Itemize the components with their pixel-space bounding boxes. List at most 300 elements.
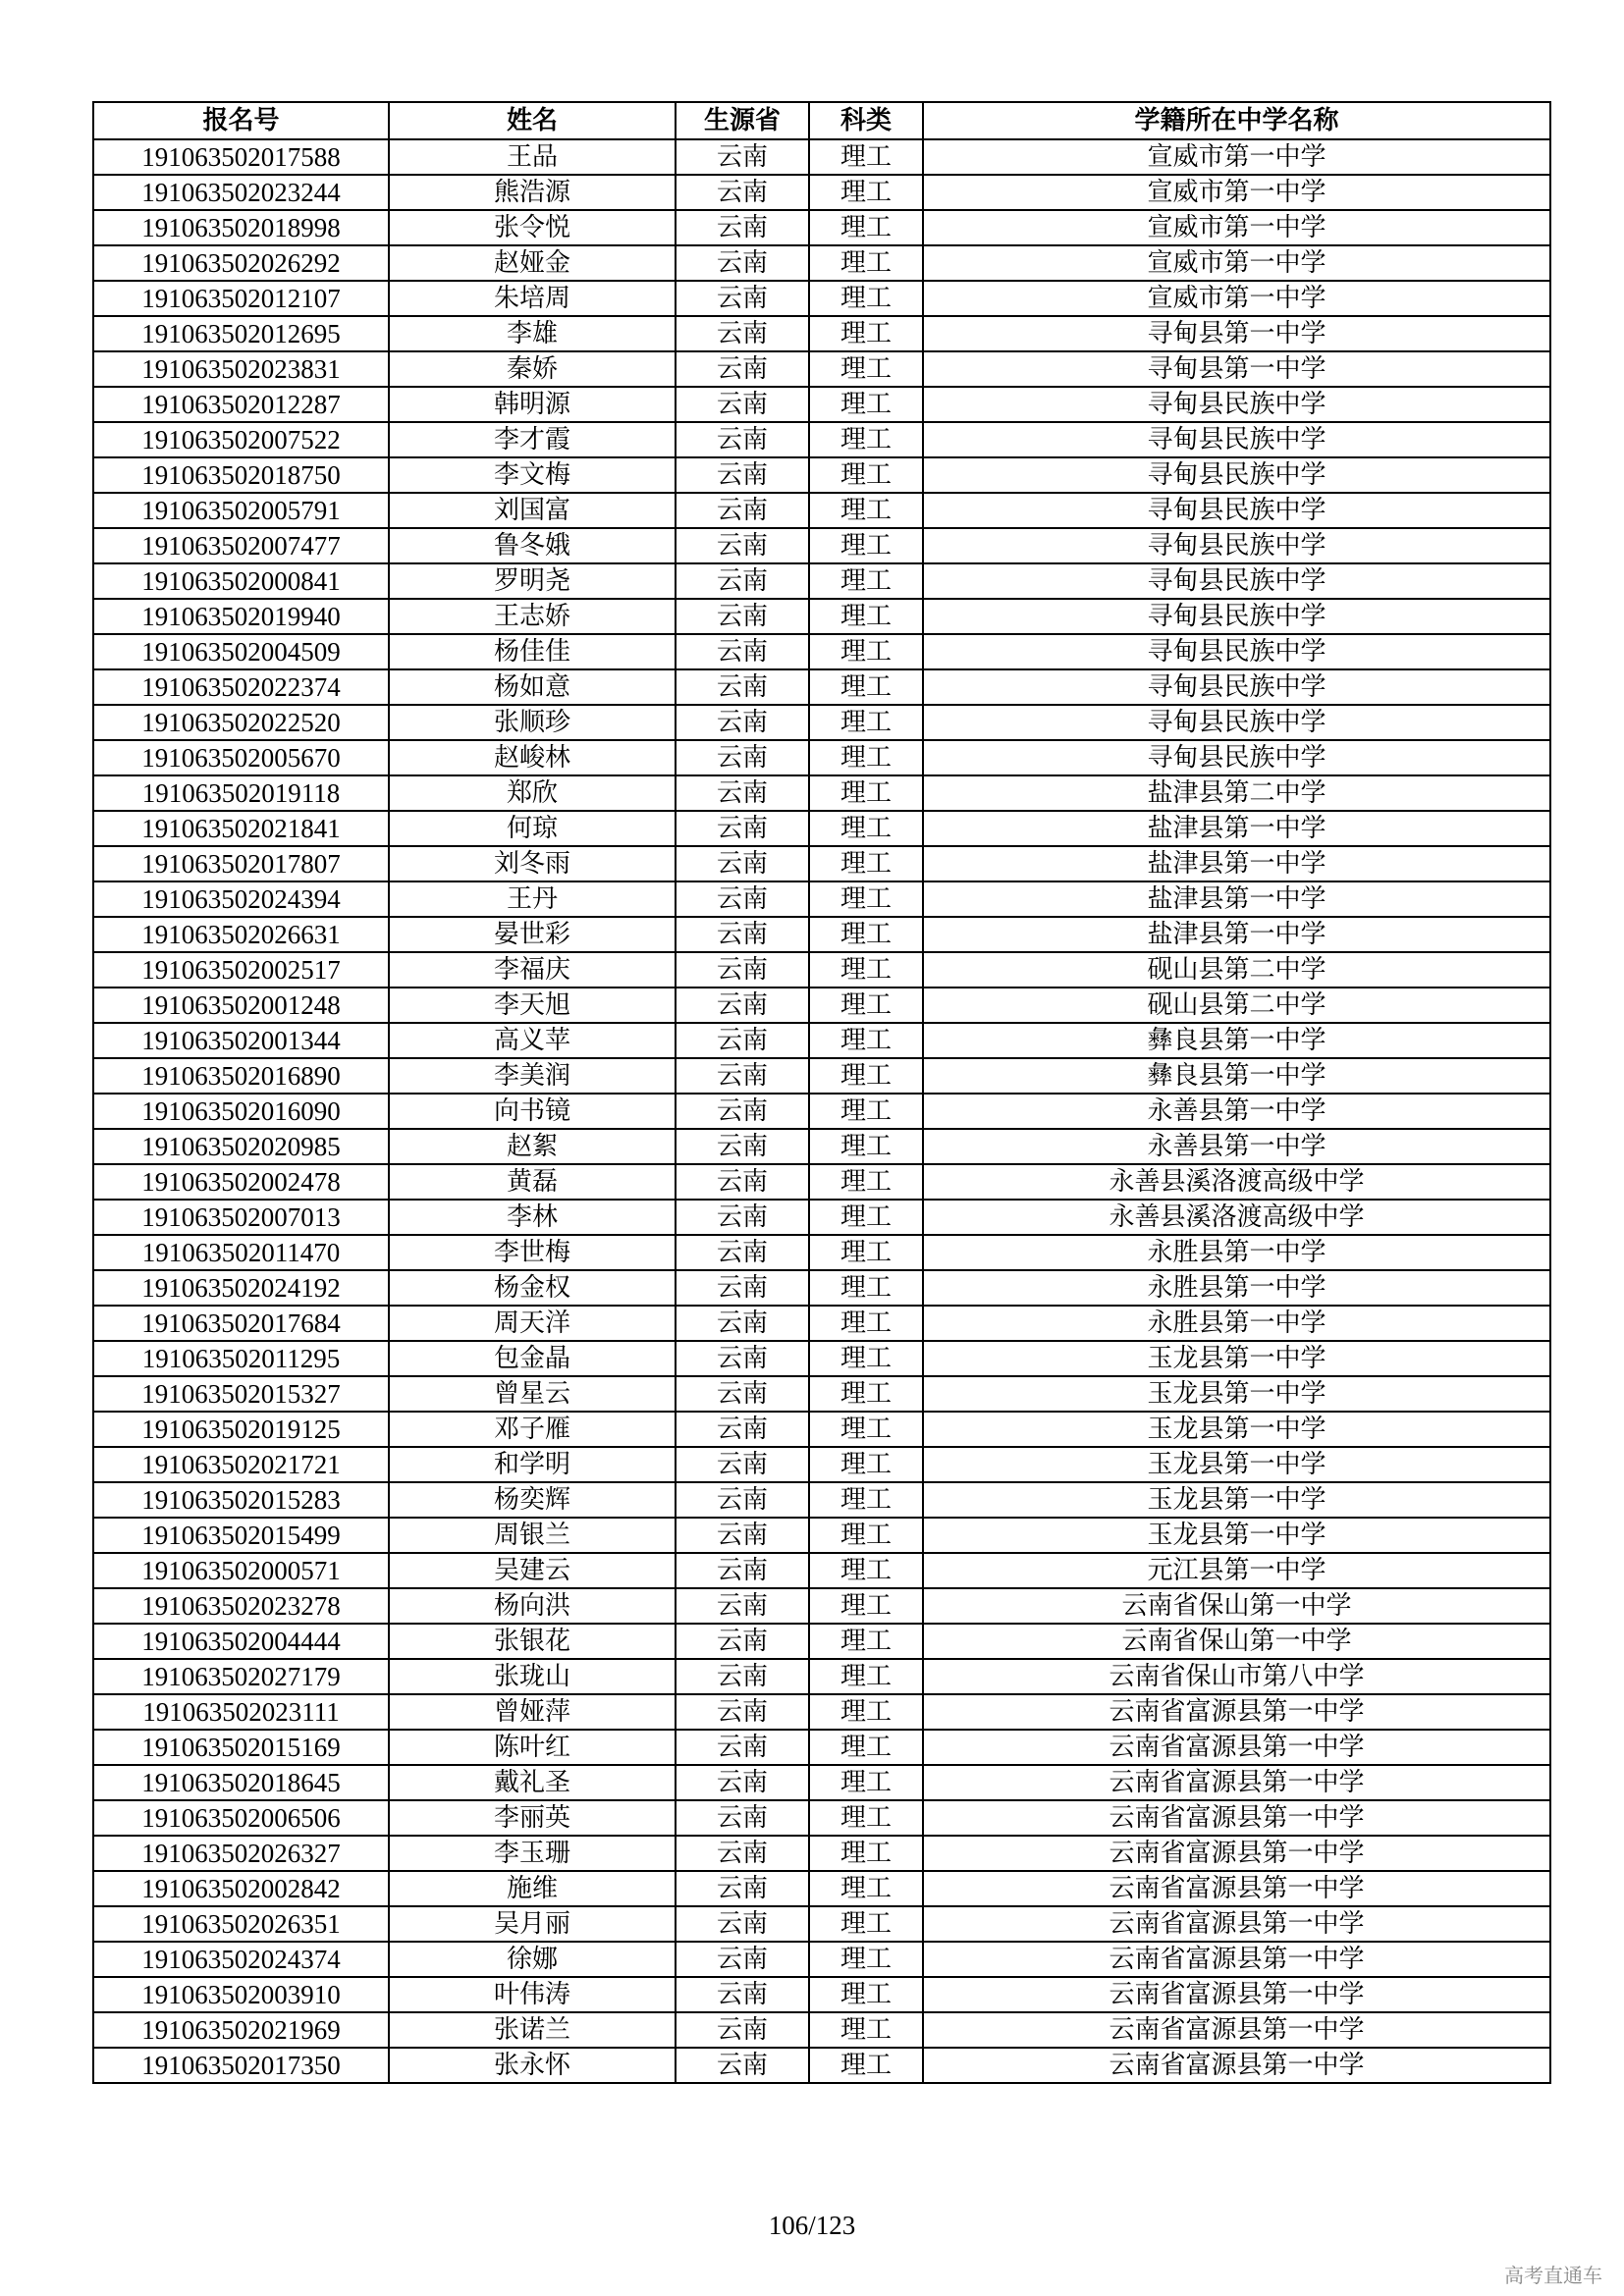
cell-subject-category: 理工 <box>809 1765 923 1800</box>
table-row <box>93 1482 1550 1518</box>
cell-province: 云南 <box>676 1553 809 1588</box>
cell-school-name: 寻甸县民族中学 <box>923 528 1550 563</box>
cell-subject-category: 理工 <box>809 740 923 775</box>
cell-registration-number: 191063502026292 <box>93 245 389 281</box>
cell-name: 徐娜 <box>389 1942 676 1977</box>
cell-registration-number: 191063502001248 <box>93 988 389 1023</box>
cell-province: 云南 <box>676 1164 809 1200</box>
cell-subject-category: 理工 <box>809 1023 923 1058</box>
cell-name: 张顺珍 <box>389 705 676 740</box>
cell-school-name: 宣威市第一中学 <box>923 245 1550 281</box>
cell-province: 云南 <box>676 740 809 775</box>
cell-school-name: 寻甸县民族中学 <box>923 563 1550 599</box>
cell-registration-number: 191063502020985 <box>93 1129 389 1164</box>
table-row <box>93 811 1550 846</box>
cell-registration-number: 191063502026631 <box>93 917 389 952</box>
cell-province: 云南 <box>676 634 809 669</box>
table-row <box>93 528 1550 563</box>
table-row <box>93 775 1550 811</box>
table-row <box>93 988 1550 1023</box>
cell-school-name: 玉龙县第一中学 <box>923 1482 1550 1518</box>
cell-school-name: 盐津县第二中学 <box>923 775 1550 811</box>
table-row <box>93 1659 1550 1694</box>
table-row <box>93 917 1550 952</box>
cell-school-name: 寻甸县民族中学 <box>923 422 1550 457</box>
cell-registration-number: 191063502017588 <box>93 139 389 175</box>
cell-subject-category: 理工 <box>809 1942 923 1977</box>
cell-province: 云南 <box>676 1447 809 1482</box>
cell-subject-category: 理工 <box>809 599 923 634</box>
cell-province: 云南 <box>676 881 809 917</box>
table-row <box>93 210 1550 245</box>
cell-name: 高义苹 <box>389 1023 676 1058</box>
cell-registration-number: 191063502005791 <box>93 493 389 528</box>
table-row <box>93 1306 1550 1341</box>
cell-subject-category: 理工 <box>809 1659 923 1694</box>
cell-subject-category: 理工 <box>809 1553 923 1588</box>
cell-subject-category: 理工 <box>809 669 923 705</box>
cell-subject-category: 理工 <box>809 1800 923 1836</box>
cell-registration-number: 191063502023111 <box>93 1694 389 1730</box>
table-row <box>93 2048 1550 2083</box>
table-row <box>93 457 1550 493</box>
cell-name: 何琼 <box>389 811 676 846</box>
cell-name: 王志娇 <box>389 599 676 634</box>
cell-province: 云南 <box>676 1977 809 2012</box>
cell-subject-category: 理工 <box>809 175 923 210</box>
table-row <box>93 493 1550 528</box>
cell-subject-category: 理工 <box>809 1906 923 1942</box>
header-name: 姓名 <box>389 102 676 139</box>
cell-registration-number: 191063502023244 <box>93 175 389 210</box>
cell-registration-number: 191063502027179 <box>93 1659 389 1694</box>
cell-subject-category: 理工 <box>809 1341 923 1376</box>
table-row <box>93 1977 1550 2012</box>
table-row <box>93 599 1550 634</box>
cell-province: 云南 <box>676 1482 809 1518</box>
cell-province: 云南 <box>676 1659 809 1694</box>
cell-province: 云南 <box>676 351 809 387</box>
cell-province: 云南 <box>676 1871 809 1906</box>
table-row <box>93 1412 1550 1447</box>
cell-province: 云南 <box>676 1129 809 1164</box>
cell-province: 云南 <box>676 422 809 457</box>
cell-province: 云南 <box>676 1200 809 1235</box>
cell-subject-category: 理工 <box>809 1836 923 1871</box>
cell-province: 云南 <box>676 457 809 493</box>
cell-school-name: 云南省富源县第一中学 <box>923 1694 1550 1730</box>
cell-subject-category: 理工 <box>809 2012 923 2048</box>
cell-province: 云南 <box>676 2048 809 2083</box>
cell-school-name: 云南省保山市第八中学 <box>923 1659 1550 1694</box>
table-body <box>93 139 1550 2083</box>
cell-name: 杨向洪 <box>389 1588 676 1624</box>
cell-name: 包金晶 <box>389 1341 676 1376</box>
cell-school-name: 寻甸县民族中学 <box>923 599 1550 634</box>
cell-subject-category: 理工 <box>809 1482 923 1518</box>
cell-school-name: 砚山县第二中学 <box>923 952 1550 988</box>
cell-school-name: 玉龙县第一中学 <box>923 1341 1550 1376</box>
cell-subject-category: 理工 <box>809 139 923 175</box>
cell-school-name: 云南省富源县第一中学 <box>923 1836 1550 1871</box>
cell-subject-category: 理工 <box>809 811 923 846</box>
cell-registration-number: 191063502012695 <box>93 316 389 351</box>
cell-name: 郑欣 <box>389 775 676 811</box>
cell-name: 朱培周 <box>389 281 676 316</box>
cell-subject-category: 理工 <box>809 493 923 528</box>
cell-school-name: 宣威市第一中学 <box>923 281 1550 316</box>
cell-school-name: 永胜县第一中学 <box>923 1235 1550 1270</box>
cell-school-name: 云南省富源县第一中学 <box>923 1730 1550 1765</box>
cell-province: 云南 <box>676 988 809 1023</box>
cell-name: 李林 <box>389 1200 676 1235</box>
cell-subject-category: 理工 <box>809 775 923 811</box>
table-row <box>93 1942 1550 1977</box>
cell-registration-number: 191063502002842 <box>93 1871 389 1906</box>
cell-subject-category: 理工 <box>809 1871 923 1906</box>
cell-province: 云南 <box>676 669 809 705</box>
cell-province: 云南 <box>676 1800 809 1836</box>
cell-registration-number: 191063502024394 <box>93 881 389 917</box>
cell-subject-category: 理工 <box>809 1235 923 1270</box>
cell-name: 李文梅 <box>389 457 676 493</box>
cell-name: 熊浩源 <box>389 175 676 210</box>
cell-name: 黄磊 <box>389 1164 676 1200</box>
table-row <box>93 1836 1550 1871</box>
page-number: 106/123 <box>768 2211 856 2240</box>
cell-name: 罗明尧 <box>389 563 676 599</box>
cell-province: 云南 <box>676 1094 809 1129</box>
cell-name: 戴礼圣 <box>389 1765 676 1800</box>
cell-subject-category: 理工 <box>809 1306 923 1341</box>
cell-subject-category: 理工 <box>809 1058 923 1094</box>
table-row <box>93 1553 1550 1588</box>
table-row <box>93 1871 1550 1906</box>
cell-name: 吴月丽 <box>389 1906 676 1942</box>
cell-school-name: 寻甸县民族中学 <box>923 705 1550 740</box>
cell-subject-category: 理工 <box>809 210 923 245</box>
cell-name: 杨如意 <box>389 669 676 705</box>
cell-school-name: 彝良县第一中学 <box>923 1023 1550 1058</box>
cell-name: 曾星云 <box>389 1376 676 1412</box>
cell-subject-category: 理工 <box>809 2048 923 2083</box>
cell-registration-number: 191063502015327 <box>93 1376 389 1412</box>
table-row <box>93 952 1550 988</box>
header-school-name: 学籍所在中学名称 <box>923 102 1550 139</box>
cell-province: 云南 <box>676 1730 809 1765</box>
cell-school-name: 寻甸县民族中学 <box>923 669 1550 705</box>
cell-province: 云南 <box>676 563 809 599</box>
cell-school-name: 永胜县第一中学 <box>923 1306 1550 1341</box>
cell-name: 鲁冬娥 <box>389 528 676 563</box>
cell-province: 云南 <box>676 2012 809 2048</box>
cell-school-name: 盐津县第一中学 <box>923 811 1550 846</box>
cell-registration-number: 191063502000841 <box>93 563 389 599</box>
cell-registration-number: 191063502026351 <box>93 1906 389 1942</box>
cell-subject-category: 理工 <box>809 1447 923 1482</box>
cell-school-name: 玉龙县第一中学 <box>923 1447 1550 1482</box>
cell-province: 云南 <box>676 1836 809 1871</box>
cell-registration-number: 191063502015169 <box>93 1730 389 1765</box>
cell-name: 刘国富 <box>389 493 676 528</box>
cell-name: 赵絮 <box>389 1129 676 1164</box>
cell-name: 张诺兰 <box>389 2012 676 2048</box>
cell-province: 云南 <box>676 1376 809 1412</box>
table-row <box>93 1058 1550 1094</box>
cell-name: 李丽英 <box>389 1800 676 1836</box>
candidate-table <box>92 101 1551 2084</box>
cell-province: 云南 <box>676 1588 809 1624</box>
cell-name: 李美润 <box>389 1058 676 1094</box>
cell-registration-number: 191063502017807 <box>93 846 389 881</box>
cell-name: 吴建云 <box>389 1553 676 1588</box>
cell-registration-number: 191063502017684 <box>93 1306 389 1341</box>
cell-province: 云南 <box>676 1270 809 1306</box>
cell-registration-number: 191063502018998 <box>93 210 389 245</box>
table-row <box>93 1447 1550 1482</box>
table-row <box>93 705 1550 740</box>
cell-subject-category: 理工 <box>809 988 923 1023</box>
cell-school-name: 玉龙县第一中学 <box>923 1518 1550 1553</box>
cell-subject-category: 理工 <box>809 705 923 740</box>
cell-province: 云南 <box>676 775 809 811</box>
cell-registration-number: 191063502024192 <box>93 1270 389 1306</box>
cell-school-name: 云南省保山第一中学 <box>923 1588 1550 1624</box>
cell-registration-number: 191063502021969 <box>93 2012 389 2048</box>
cell-school-name: 寻甸县民族中学 <box>923 634 1550 669</box>
table-row <box>93 1376 1550 1412</box>
cell-subject-category: 理工 <box>809 881 923 917</box>
cell-province: 云南 <box>676 1765 809 1800</box>
table-row <box>93 1129 1550 1164</box>
cell-registration-number: 191063502023831 <box>93 351 389 387</box>
cell-school-name: 云南省富源县第一中学 <box>923 1871 1550 1906</box>
table-row <box>93 1200 1550 1235</box>
cell-registration-number: 191063502017350 <box>93 2048 389 2083</box>
cell-subject-category: 理工 <box>809 457 923 493</box>
cell-name: 李才霞 <box>389 422 676 457</box>
cell-school-name: 宣威市第一中学 <box>923 175 1550 210</box>
cell-name: 赵娅金 <box>389 245 676 281</box>
table-row <box>93 316 1550 351</box>
cell-registration-number: 191063502016890 <box>93 1058 389 1094</box>
cell-province: 云南 <box>676 210 809 245</box>
cell-school-name: 云南省富源县第一中学 <box>923 1765 1550 1800</box>
cell-name: 向书镜 <box>389 1094 676 1129</box>
table-row <box>93 1164 1550 1200</box>
cell-school-name: 盐津县第一中学 <box>923 846 1550 881</box>
table-header <box>93 102 1550 139</box>
cell-subject-category: 理工 <box>809 281 923 316</box>
cell-province: 云南 <box>676 1518 809 1553</box>
cell-name: 张银花 <box>389 1624 676 1659</box>
cell-registration-number: 191063502016090 <box>93 1094 389 1129</box>
cell-school-name: 云南省富源县第一中学 <box>923 1977 1550 2012</box>
cell-subject-category: 理工 <box>809 1270 923 1306</box>
cell-registration-number: 191063502015283 <box>93 1482 389 1518</box>
cell-registration-number: 191063502011470 <box>93 1235 389 1270</box>
cell-registration-number: 191063502002478 <box>93 1164 389 1200</box>
cell-school-name: 永善县溪洛渡高级中学 <box>923 1164 1550 1200</box>
cell-name: 王丹 <box>389 881 676 917</box>
table-row <box>93 563 1550 599</box>
cell-registration-number: 191063502006506 <box>93 1800 389 1836</box>
cell-subject-category: 理工 <box>809 245 923 281</box>
cell-name: 李天旭 <box>389 988 676 1023</box>
cell-name: 晏世彩 <box>389 917 676 952</box>
cell-school-name: 宣威市第一中学 <box>923 210 1550 245</box>
table-row <box>93 2012 1550 2048</box>
cell-name: 周天洋 <box>389 1306 676 1341</box>
cell-province: 云南 <box>676 811 809 846</box>
table-row <box>93 351 1550 387</box>
cell-subject-category: 理工 <box>809 316 923 351</box>
cell-province: 云南 <box>676 1235 809 1270</box>
cell-school-name: 玉龙县第一中学 <box>923 1412 1550 1447</box>
cell-registration-number: 191063502019940 <box>93 599 389 634</box>
cell-registration-number: 191063502011295 <box>93 1341 389 1376</box>
cell-subject-category: 理工 <box>809 1624 923 1659</box>
cell-province: 云南 <box>676 1906 809 1942</box>
cell-subject-category: 理工 <box>809 1977 923 2012</box>
table-row <box>93 281 1550 316</box>
cell-registration-number: 191063502012287 <box>93 387 389 422</box>
cell-name: 李玉珊 <box>389 1836 676 1871</box>
cell-subject-category: 理工 <box>809 528 923 563</box>
cell-name: 陈叶红 <box>389 1730 676 1765</box>
table-row <box>93 740 1550 775</box>
cell-name: 张令悦 <box>389 210 676 245</box>
cell-subject-category: 理工 <box>809 1129 923 1164</box>
cell-school-name: 寻甸县民族中学 <box>923 493 1550 528</box>
cell-school-name: 宣威市第一中学 <box>923 139 1550 175</box>
cell-subject-category: 理工 <box>809 1518 923 1553</box>
cell-subject-category: 理工 <box>809 1588 923 1624</box>
cell-name: 曾娅萍 <box>389 1694 676 1730</box>
cell-subject-category: 理工 <box>809 1200 923 1235</box>
cell-province: 云南 <box>676 1942 809 1977</box>
table-row <box>93 1518 1550 1553</box>
cell-registration-number: 191063502019125 <box>93 1412 389 1447</box>
cell-school-name: 云南省富源县第一中学 <box>923 1942 1550 1977</box>
cell-province: 云南 <box>676 387 809 422</box>
table-row <box>93 1235 1550 1270</box>
table-row <box>93 387 1550 422</box>
cell-province: 云南 <box>676 1306 809 1341</box>
cell-subject-category: 理工 <box>809 1094 923 1129</box>
cell-registration-number: 191063502007477 <box>93 528 389 563</box>
table-row <box>93 1765 1550 1800</box>
cell-subject-category: 理工 <box>809 1694 923 1730</box>
cell-registration-number: 191063502005670 <box>93 740 389 775</box>
cell-province: 云南 <box>676 175 809 210</box>
cell-registration-number: 191063502007522 <box>93 422 389 457</box>
cell-name: 王品 <box>389 139 676 175</box>
table-row <box>93 846 1550 881</box>
cell-province: 云南 <box>676 1341 809 1376</box>
cell-subject-category: 理工 <box>809 1376 923 1412</box>
cell-school-name: 寻甸县第一中学 <box>923 351 1550 387</box>
cell-registration-number: 191063502023278 <box>93 1588 389 1624</box>
cell-subject-category: 理工 <box>809 846 923 881</box>
cell-school-name: 云南省富源县第一中学 <box>923 2048 1550 2083</box>
cell-name: 杨金权 <box>389 1270 676 1306</box>
cell-name: 李福庆 <box>389 952 676 988</box>
cell-name: 周银兰 <box>389 1518 676 1553</box>
cell-province: 云南 <box>676 139 809 175</box>
cell-school-name: 盐津县第一中学 <box>923 917 1550 952</box>
cell-province: 云南 <box>676 599 809 634</box>
cell-school-name: 云南省保山第一中学 <box>923 1624 1550 1659</box>
cell-province: 云南 <box>676 917 809 952</box>
cell-province: 云南 <box>676 1058 809 1094</box>
table-row <box>93 245 1550 281</box>
cell-school-name: 玉龙县第一中学 <box>923 1376 1550 1412</box>
table-row <box>93 1730 1550 1765</box>
cell-school-name: 云南省富源县第一中学 <box>923 2012 1550 2048</box>
cell-school-name: 云南省富源县第一中学 <box>923 1906 1550 1942</box>
header-subject-category: 科类 <box>809 102 923 139</box>
cell-school-name: 永善县溪洛渡高级中学 <box>923 1200 1550 1235</box>
cell-province: 云南 <box>676 493 809 528</box>
cell-name: 秦娇 <box>389 351 676 387</box>
cell-registration-number: 191063502007013 <box>93 1200 389 1235</box>
cell-subject-category: 理工 <box>809 1164 923 1200</box>
cell-province: 云南 <box>676 1624 809 1659</box>
cell-school-name: 彝良县第一中学 <box>923 1058 1550 1094</box>
cell-subject-category: 理工 <box>809 634 923 669</box>
cell-province: 云南 <box>676 1694 809 1730</box>
cell-registration-number: 191063502003910 <box>93 1977 389 2012</box>
cell-province: 云南 <box>676 1412 809 1447</box>
cell-name: 和学明 <box>389 1447 676 1482</box>
table-row <box>93 1906 1550 1942</box>
table-row <box>93 139 1550 175</box>
table-row <box>93 1694 1550 1730</box>
cell-registration-number: 191063502012107 <box>93 281 389 316</box>
cell-registration-number: 191063502000571 <box>93 1553 389 1588</box>
cell-name: 韩明源 <box>389 387 676 422</box>
table-row <box>93 1270 1550 1306</box>
cell-school-name: 寻甸县民族中学 <box>923 740 1550 775</box>
cell-registration-number: 191063502001344 <box>93 1023 389 1058</box>
cell-subject-category: 理工 <box>809 422 923 457</box>
cell-subject-category: 理工 <box>809 917 923 952</box>
cell-province: 云南 <box>676 316 809 351</box>
cell-name: 杨佳佳 <box>389 634 676 669</box>
cell-name: 刘冬雨 <box>389 846 676 881</box>
cell-name: 赵峻林 <box>389 740 676 775</box>
cell-registration-number: 191063502026327 <box>93 1836 389 1871</box>
cell-registration-number: 191063502021721 <box>93 1447 389 1482</box>
header-registration-number: 报名号 <box>93 102 389 139</box>
cell-subject-category: 理工 <box>809 351 923 387</box>
table-row <box>93 634 1550 669</box>
cell-province: 云南 <box>676 846 809 881</box>
cell-school-name: 寻甸县第一中学 <box>923 316 1550 351</box>
cell-school-name: 云南省富源县第一中学 <box>923 1800 1550 1836</box>
table-row <box>93 1588 1550 1624</box>
cell-name: 李世梅 <box>389 1235 676 1270</box>
cell-name: 张珑山 <box>389 1659 676 1694</box>
cell-registration-number: 191063502004509 <box>93 634 389 669</box>
cell-subject-category: 理工 <box>809 1412 923 1447</box>
cell-school-name: 寻甸县民族中学 <box>923 387 1550 422</box>
table-row <box>93 1341 1550 1376</box>
table-row <box>93 1023 1550 1058</box>
cell-province: 云南 <box>676 528 809 563</box>
cell-province: 云南 <box>676 1023 809 1058</box>
